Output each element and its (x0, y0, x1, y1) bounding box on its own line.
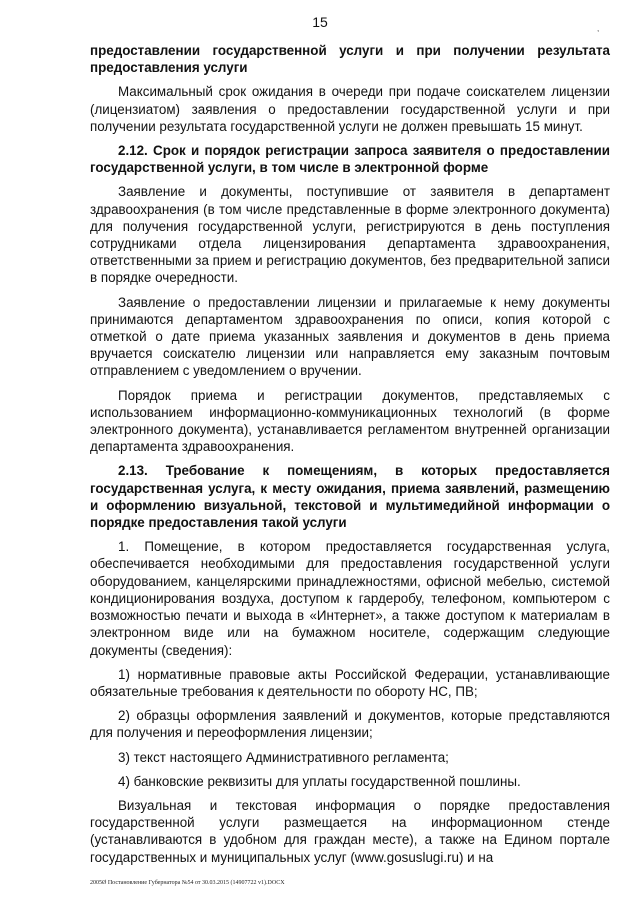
section-2-13-heading: 2.13. Требование к помещениям, в которых предоставляется государственная услуга, к месту ожидания, приема заявлений, размещению и оформлению визуальной, текстовой и мультимедийной информации о порядке предоставления такой услуги (90, 463, 610, 531)
list-item-2: 2) образцы оформления заявлений и документов, которые представляются для получения и переоформления лицензии; (90, 708, 610, 741)
list-item-3: 3) текст настоящего Административного регламента; (118, 749, 449, 765)
paragraph-max-wait-time: Максимальный срок ожидания в очереди при подаче соискателем лицензии (лицензиатом) заявления о предоставлении государственной услуги и при получении результата государственной услуги не должен превышать 15 минут. (90, 84, 610, 134)
scan-artifact-mark: , (597, 24, 600, 33)
paragraph-electronic-registration: Порядок приема и регистрации документов, представляемых с использованием информационно-коммуникационных технологий (в форме электронного документа), устанавливается регламентом внутренней организации департамента здравоохранения. (90, 387, 610, 455)
paragraph-premises-equipment: 1. Помещение, в котором предоставляется государственная услуга, обеспечивается необходимыми для предоставления государственной услуги оборудованием, канцелярскими принадлежностями, офисной мебелью, системой кондиционирования воздуха, доступом к гардеробу, телефоном, компьютером с возможностью печати и выхода в «Интернет», а также доступом к материалам в электронном виде или на бумажном носителе, содержащим следующие документы (сведения): (90, 539, 610, 658)
section-2-11-title-continued: предоставлении государственной услуги и при получении результата предоставления услуги (90, 43, 610, 76)
page-number: 15 (312, 14, 328, 30)
paragraph-registration: Заявление и документы, поступившие от заявителя в департамент здравоохранения (в том числе представленные в форме электронного документа) для получения государственной услуги, регистрируются в день поступления сотрудниками отдела лицензирования департамента здравоохранения, ответственными за прием и регистрацию документов, без предварительной записи в порядке очередности. (90, 184, 610, 286)
list-item-1: 1) нормативные правовые акты Российской Федерации, устанавливающие обязательные требования к деятельности по обороту НС, ПВ; (90, 666, 610, 699)
footer-file-reference: 2005Ø Постановление Губернатора №54 от 30.03.2015 (14907722 v1).DOCX (90, 880, 285, 886)
paragraph-visual-info: Визуальная и текстовая информация о порядке предоставления государственной услуги размещается на информационном стенде (устанавливаются в удобном для граждан месте), а также на Едином портале государственных и муниципальных услуг (www.gosuslugi.ru) и на (90, 797, 610, 865)
list-item-4: 4) банковские реквизиты для уплаты государственной пошлины. (118, 773, 521, 789)
section-2-12-heading: 2.12. Срок и порядок регистрации запроса заявителя о предоставлении государственной услуги, в том числе в электронной форме (90, 143, 610, 176)
document-body (90, 42, 610, 873)
paragraph-license-application: Заявление о предоставлении лицензии и прилагаемые к нему документы принимаются департаментом здравоохранения по описи, копия которой с отметкой о дате приема указанных заявления и документов в день приема вручается соискателю лицензии или направляется ему заказным почтовым отправлением с уведомлением о вручении. (90, 294, 610, 379)
